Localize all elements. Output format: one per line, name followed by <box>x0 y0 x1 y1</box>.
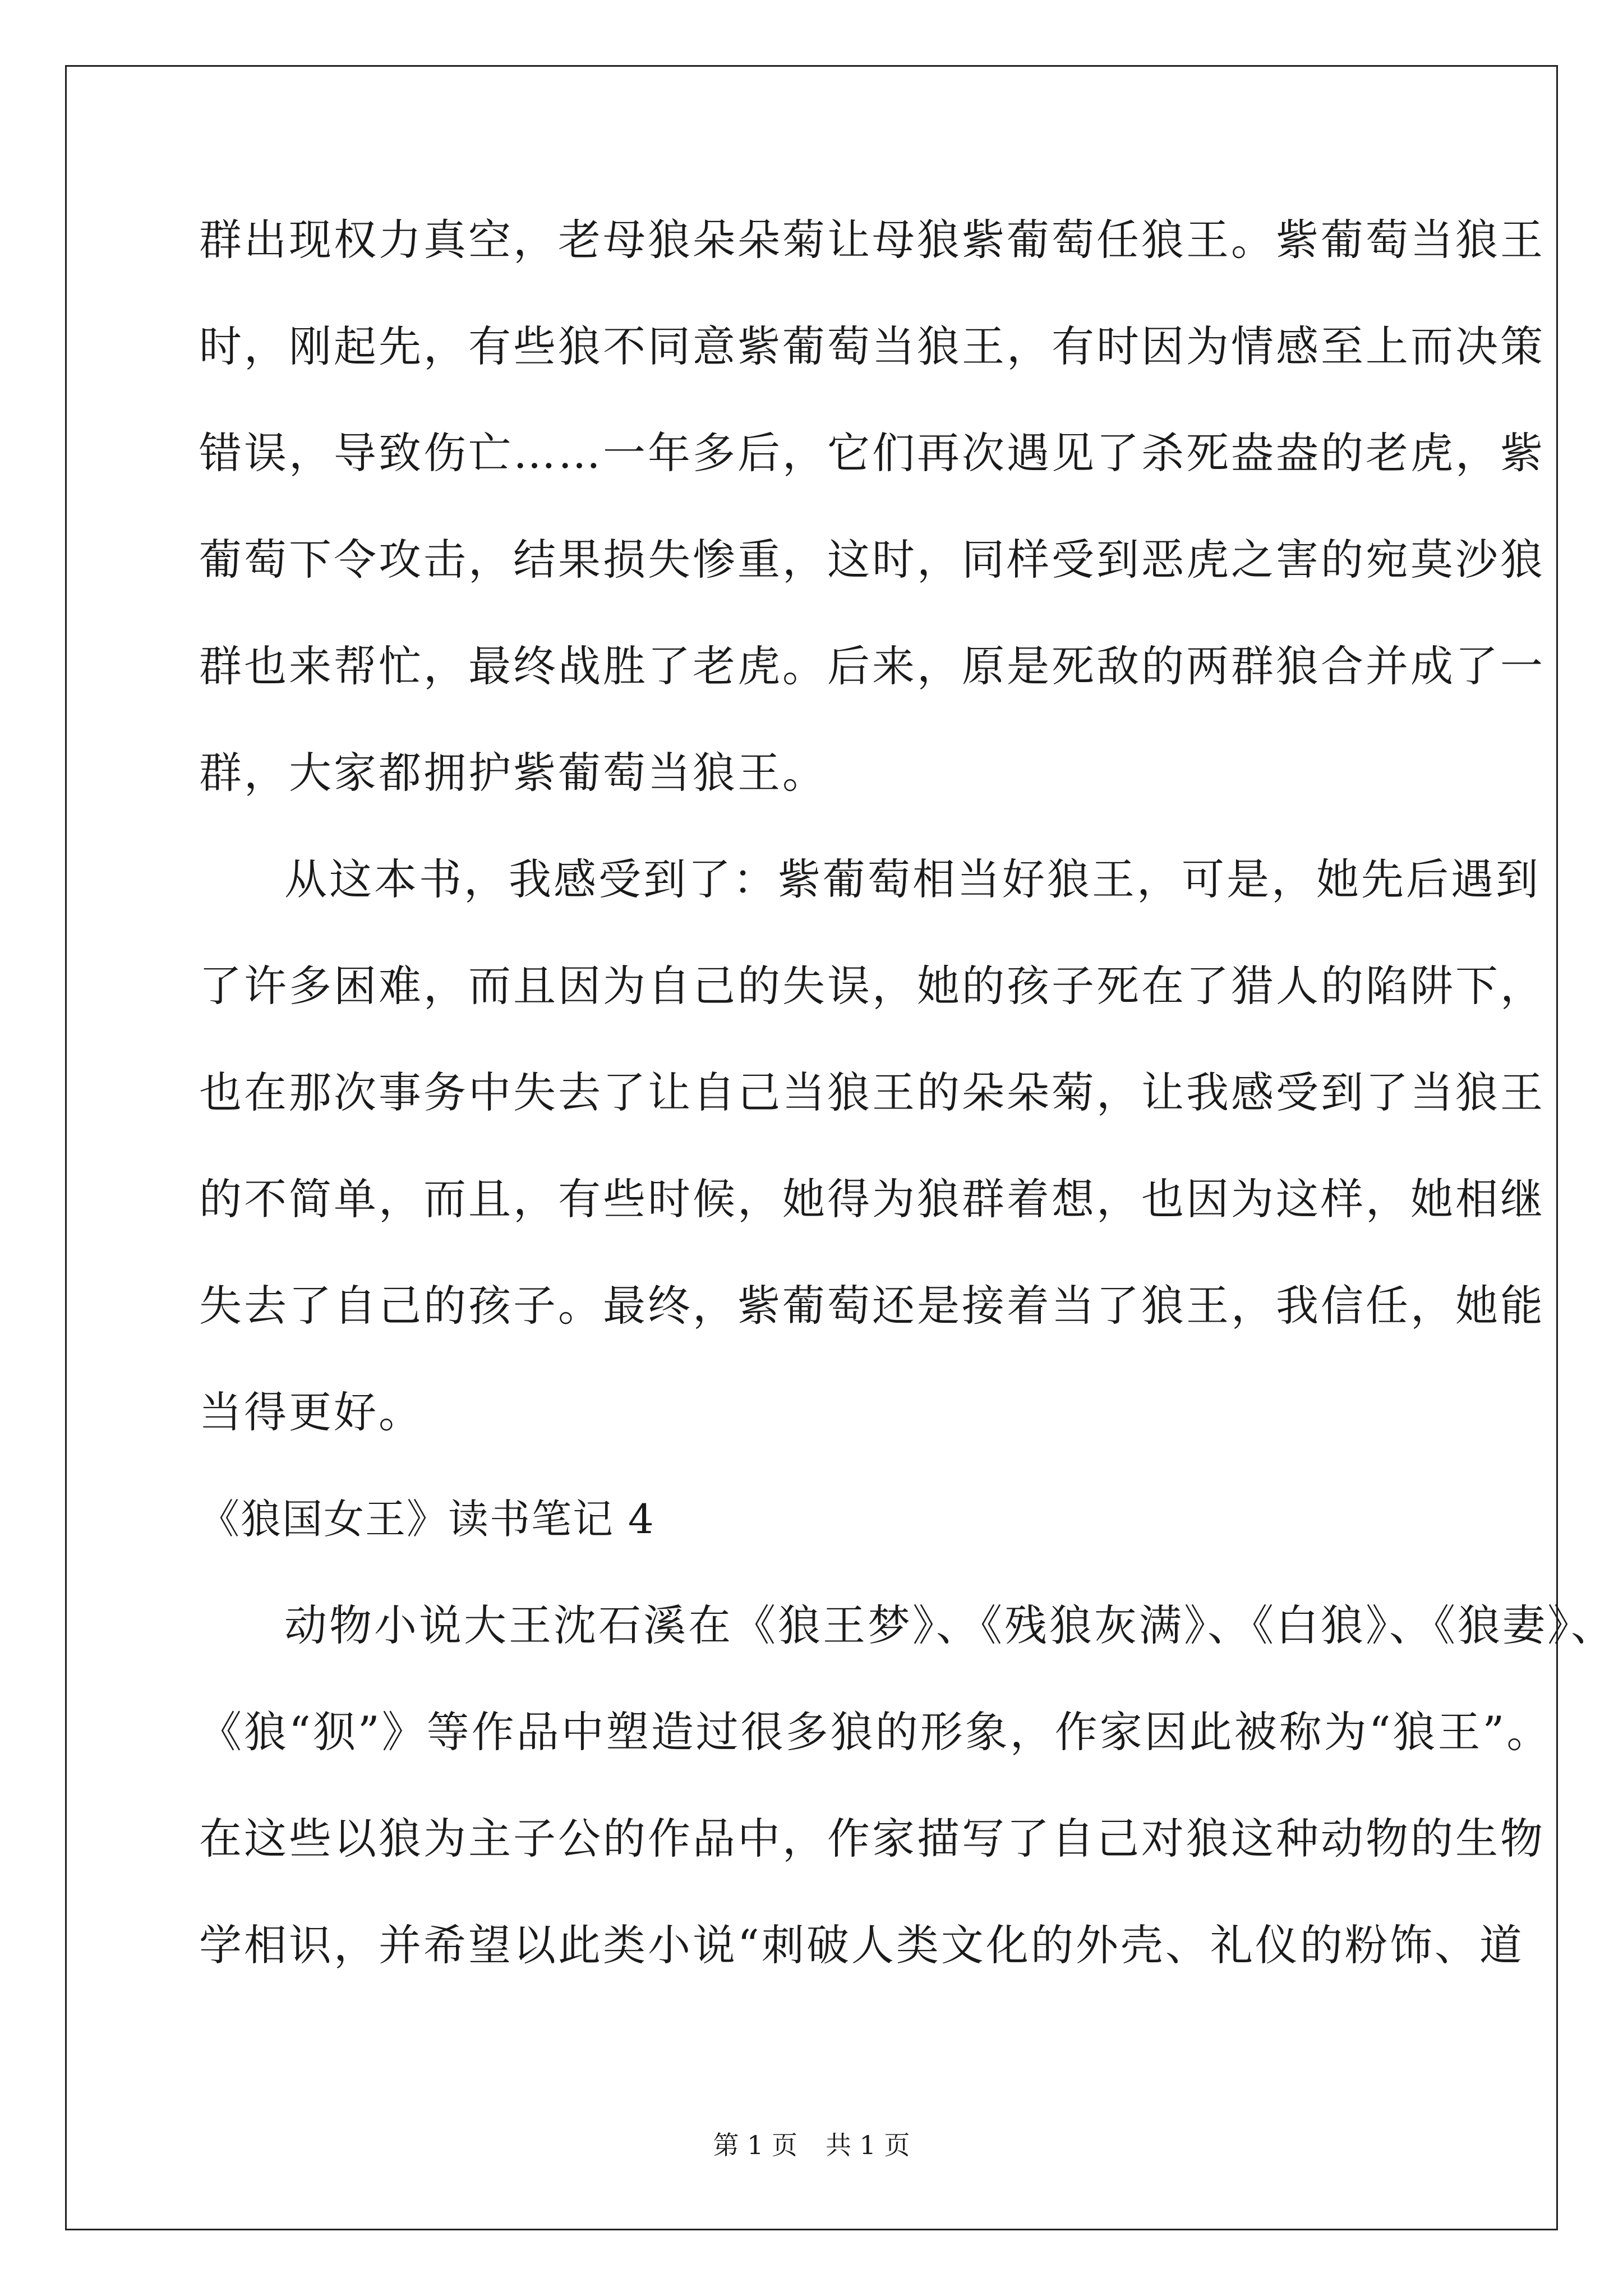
paragraph-line: 错误，导致伤亡……一年多后，它们再次遇见了杀死盎盎的老虎，紫 <box>199 428 1545 478</box>
paragraph-line: 在这些以狼为主子公的作品中，作家描写了自己对狼这种动物的生物 <box>199 1814 1545 1864</box>
paragraph-line: 学相识，并希望以此类小说“刺破人类文化的外壳、礼仪的粉饰、道 <box>199 1920 1524 1970</box>
paragraph-line: 时，刚起先，有些狼不同意紫葡萄当狼王，有时因为情感至上而决策 <box>199 321 1545 371</box>
paragraph-line: 的不简单，而且，有些时候，她得为狼群着想，也因为这样，她相继 <box>199 1174 1545 1224</box>
paragraph-line: 了许多困难，而且因为自己的失误，她的孩子死在了猎人的陷阱下， <box>199 961 1545 1011</box>
paragraph-line: 《狼“狈”》等作品中塑造过很多狼的形象，作家因此被称为“狼王”。 <box>199 1707 1552 1757</box>
paragraph-line: 从这本书，我感受到了：紫葡萄相当好狼王，可是，她先后遇到 <box>284 854 1541 904</box>
paragraph-line: 群也来帮忙，最终战胜了老虎。后来，原是死敌的两群狼合并成了一 <box>199 641 1545 691</box>
document-body <box>199 213 1616 2025</box>
paragraph-line: 也在那次事务中失去了让自己当狼王的朵朵菊，让我感受到了当狼王 <box>199 1068 1545 1117</box>
page-footer <box>0 2128 1623 2162</box>
section-heading: 《狼国女王》读书笔记 4 <box>199 1496 655 1543</box>
page-number: 第 1 页 <box>713 2130 797 2160</box>
paragraph-line: 动物小说大王沈石溪在《狼王梦》、《残狼灰满》、《白狼》、《狼妻》、 <box>284 1600 1616 1650</box>
page-total: 共 1 页 <box>826 2130 910 2160</box>
paragraph-line: 失去了自己的孩子。最终，紫葡萄还是接着当了狼王，我信任，她能 <box>199 1281 1545 1331</box>
paragraph-line: 葡萄下令攻击，结果损失惨重，这时，同样受到恶虎之害的宛莫沙狼 <box>199 535 1545 585</box>
paragraph-line: 群，大家都拥护紫葡萄当狼王。 <box>199 748 827 798</box>
paragraph-line: 当得更好。 <box>199 1387 423 1437</box>
paragraph-line: 群出现权力真空，老母狼朵朵菊让母狼紫葡萄任狼王。紫葡萄当狼王 <box>199 215 1545 265</box>
